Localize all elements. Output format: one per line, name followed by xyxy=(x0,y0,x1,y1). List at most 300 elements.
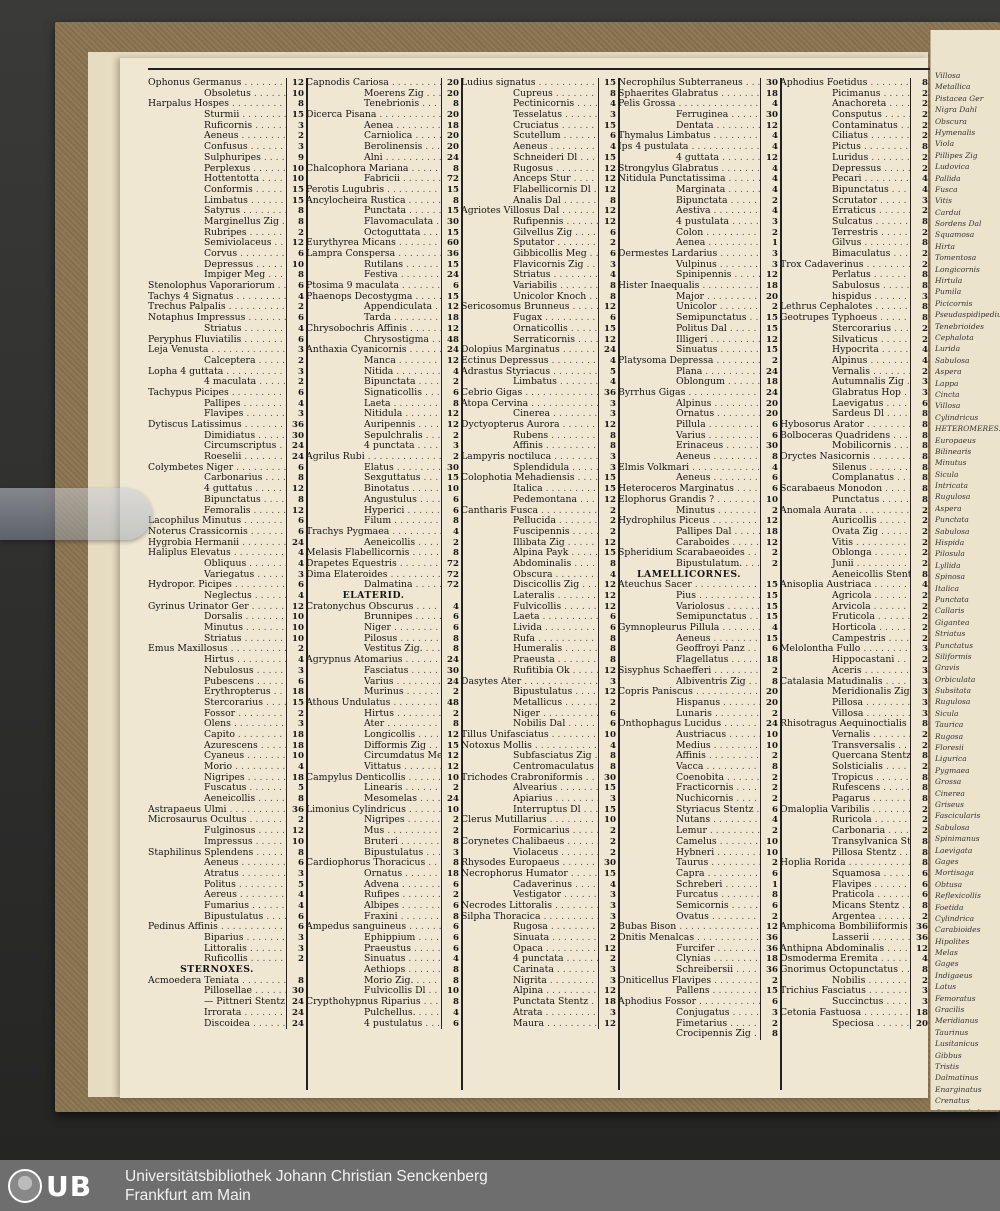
leader-dots: . . . . . . . xyxy=(556,163,595,174)
genus-name: Ips xyxy=(618,142,633,153)
species-epithet: 4 punctata xyxy=(364,441,415,452)
species-epithet: Limbatus xyxy=(513,377,557,388)
species-name xyxy=(618,548,760,559)
leader-dots: . . . . . . xyxy=(562,858,595,869)
table-row xyxy=(461,954,618,965)
table-row xyxy=(780,228,930,239)
table-row xyxy=(461,388,618,399)
table-row xyxy=(148,612,306,623)
price-cell: 4 xyxy=(286,324,306,335)
species-epithet: Illigeri xyxy=(676,334,708,345)
species-name xyxy=(780,270,910,281)
table-row xyxy=(618,78,780,89)
price-cell: 8 xyxy=(910,901,930,912)
price-cell: 6 xyxy=(760,473,780,484)
species-epithet: Fumarius xyxy=(204,900,249,911)
facing-page-line: Siliformis xyxy=(935,651,972,661)
species-epithet: Octopunctatus xyxy=(828,965,899,976)
table-row xyxy=(461,762,618,773)
table-row xyxy=(461,174,618,185)
price-cell: 18 xyxy=(760,89,780,100)
leader-dots: . . . . . xyxy=(412,548,439,559)
species-epithet: Fulvicollis Dl xyxy=(364,986,426,997)
species-name xyxy=(780,901,910,912)
species-name xyxy=(618,174,760,185)
species-epithet: Flavipes xyxy=(671,975,712,986)
leader-dots: . . . . . . . xyxy=(243,206,282,217)
leader-dots: . . . . . . xyxy=(405,409,438,420)
species-epithet: Pedemontana xyxy=(513,494,578,505)
species-name xyxy=(148,698,286,709)
price-cell: 8 xyxy=(910,302,930,313)
species-name xyxy=(780,1008,910,1019)
leader-dots: . . . . . xyxy=(258,355,286,366)
table-row xyxy=(618,954,780,965)
price-cell: 6 xyxy=(286,527,306,538)
species-name xyxy=(148,506,286,517)
price-cell: 6 xyxy=(441,880,461,891)
species-name xyxy=(306,826,441,837)
table-row xyxy=(461,912,618,923)
table-row xyxy=(306,473,461,484)
species-name xyxy=(618,302,760,313)
species-name xyxy=(780,142,910,153)
leader-dots: . . . . xyxy=(415,291,437,302)
genus-name: Colymbetes xyxy=(148,462,204,473)
species-epithet: Femoralis xyxy=(204,505,251,516)
table-row xyxy=(780,783,930,794)
table-row xyxy=(148,858,306,869)
species-epithet: Glabratus xyxy=(671,88,719,99)
table-row xyxy=(148,538,306,549)
price-cell: 4 xyxy=(441,1008,461,1019)
species-epithet: Livida xyxy=(513,623,542,634)
species-epithet: Nutans xyxy=(676,815,711,826)
species-name xyxy=(148,602,286,613)
species-epithet: Punctata Stentz xyxy=(513,997,589,1008)
species-name xyxy=(461,623,598,634)
table-row xyxy=(618,890,780,901)
species-epithet: Ater xyxy=(364,719,385,730)
species-epithet: Grandis ? xyxy=(669,494,715,505)
table-row xyxy=(780,677,930,688)
leader-dots: . . . . . . . xyxy=(396,708,436,719)
species-name xyxy=(780,431,910,442)
leader-dots: . . . . . . . . xyxy=(236,655,282,666)
table-row xyxy=(461,976,618,987)
table-row xyxy=(148,837,306,848)
leader-dots: . . . . . xyxy=(882,494,909,505)
table-row xyxy=(306,655,461,666)
price-cell: 2 xyxy=(598,933,618,944)
leader-dots: . xyxy=(756,804,760,815)
species-name xyxy=(618,473,760,484)
price-cell: 6 xyxy=(441,623,461,634)
species-epithet: Scrutator xyxy=(832,195,878,206)
table-row xyxy=(306,666,461,677)
leader-dots: . . . . . . xyxy=(408,965,441,976)
leader-dots: . . . . . . . . xyxy=(553,270,598,281)
table-row xyxy=(306,292,461,303)
table-row xyxy=(780,634,930,645)
table-row xyxy=(780,709,930,720)
species-epithet: Apiarius xyxy=(513,794,553,805)
leader-dots: . . . . . . . . . xyxy=(233,548,285,559)
species-epithet: Flagellatus xyxy=(676,655,729,666)
price-cell: 8 xyxy=(441,644,461,655)
genus-name: Sisyphus xyxy=(618,665,661,676)
species-name xyxy=(306,228,441,239)
price-cell: 3 xyxy=(910,644,930,655)
price-cell: 8 xyxy=(286,473,306,484)
genus-name: Anthipna xyxy=(780,943,823,954)
facing-page-line: Sordens Dal xyxy=(935,219,982,229)
species-name xyxy=(780,976,910,987)
species-name xyxy=(780,538,910,549)
facing-page-line: Rugulosa xyxy=(935,697,971,707)
table-row xyxy=(618,313,780,324)
leader-dots: . . . . xyxy=(419,494,441,505)
facing-page-line: Pseudaspidipedius xyxy=(935,310,1000,320)
species-name xyxy=(780,495,910,506)
price-cell: 2 xyxy=(286,709,306,720)
species-epithet: Ruficornis xyxy=(204,120,253,131)
species-epithet: Nitidula xyxy=(364,409,403,420)
genus-name: Colophotia xyxy=(461,473,513,484)
table-row xyxy=(306,99,461,110)
price-cell: 12 xyxy=(598,495,618,506)
leader-dots: . . . xyxy=(893,430,908,441)
table-row xyxy=(618,858,780,869)
species-name xyxy=(148,249,286,260)
species-name xyxy=(148,623,286,634)
species-epithet: Hispanus xyxy=(676,697,721,708)
leader-dots: . . . . xyxy=(736,965,757,976)
species-name xyxy=(618,751,760,762)
leader-dots: . . . . . xyxy=(879,623,906,634)
price-cell: 4 xyxy=(598,741,618,752)
table-row xyxy=(148,441,306,452)
species-name xyxy=(618,110,760,121)
species-epithet: Rugosa xyxy=(513,922,548,933)
species-epithet: Varius xyxy=(364,676,394,687)
species-epithet: Aurata xyxy=(824,505,857,516)
species-name xyxy=(618,741,760,752)
price-cell: 2 xyxy=(910,548,930,559)
price-cell: 15 xyxy=(760,345,780,356)
species-epithet: Satyrus xyxy=(204,206,241,217)
leader-dots: . . . . . . . xyxy=(247,772,286,783)
species-name xyxy=(306,99,441,110)
species-name xyxy=(461,452,598,463)
leader-dots: . . . . . . . xyxy=(868,986,908,997)
price-cell: 8 xyxy=(598,762,618,773)
genus-name: Hydrophilus xyxy=(618,516,676,527)
species-name xyxy=(148,260,286,271)
table-row xyxy=(306,196,461,207)
price-cell: 3 xyxy=(441,848,461,859)
leader-dots: . . . . . . . xyxy=(244,334,283,345)
price-cell: 15 xyxy=(760,591,780,602)
table-row xyxy=(461,249,618,260)
price-cell: 2 xyxy=(441,783,461,794)
table-row xyxy=(618,538,780,549)
price-cell: 6 xyxy=(598,131,618,142)
price-cell-empty xyxy=(760,570,780,581)
species-name xyxy=(780,335,910,346)
price-cell: 4 xyxy=(286,292,306,303)
price-cell: 9 xyxy=(286,153,306,164)
price-cell: 2 xyxy=(910,730,930,741)
species-epithet: Equestris xyxy=(351,558,397,569)
species-name xyxy=(306,164,441,175)
species-epithet: Mollis xyxy=(503,740,532,751)
table-row xyxy=(461,292,618,303)
facing-page-line: Ludovica xyxy=(935,162,970,172)
species-name xyxy=(306,335,441,346)
leader-dots: . . . . . xyxy=(568,719,595,730)
species-epithet: Niger xyxy=(364,623,392,634)
table-row xyxy=(461,548,618,559)
price-cell: 4 xyxy=(910,345,930,356)
genus-name: Sericosomus xyxy=(461,302,522,313)
price-cell: 2 xyxy=(441,890,461,901)
species-epithet: Rufescens xyxy=(832,783,881,794)
price-cell: 3 xyxy=(286,367,306,378)
leader-dots: . . . . . . xyxy=(565,697,598,708)
table-row xyxy=(618,292,780,303)
table-row xyxy=(306,751,461,762)
species-name xyxy=(780,858,910,869)
species-epithet: Capra xyxy=(676,868,705,879)
leader-dots: . . . . . . . . . xyxy=(708,430,759,441)
facing-page-line: Taurinus xyxy=(935,1027,969,1037)
species-epithet: Tropicus xyxy=(832,772,874,783)
table-row xyxy=(306,612,461,623)
table-row xyxy=(618,473,780,484)
leader-dots: . . . . xyxy=(886,409,908,420)
table-row xyxy=(148,164,306,175)
species-name xyxy=(148,399,286,410)
species-epithet: Austriacus xyxy=(676,729,727,740)
species-name xyxy=(148,922,286,933)
facing-page-line: Sabulosa xyxy=(935,526,970,536)
leader-dots: . . . . xyxy=(884,110,906,121)
price-cell: 24 xyxy=(286,452,306,463)
leader-dots: . . . . . . xyxy=(875,302,908,313)
table-row xyxy=(780,912,930,923)
facing-page-line: Fusca xyxy=(935,184,958,194)
leader-dots: . . . . . . . . . xyxy=(387,184,438,195)
leader-dots: . . . . . . xyxy=(725,879,758,890)
species-epithet: Ocultus xyxy=(210,815,247,826)
price-cell: 2 xyxy=(910,324,930,335)
table-row xyxy=(461,89,618,100)
price-cell: 8 xyxy=(910,452,930,463)
species-epithet: Cruciatus xyxy=(513,120,559,131)
table-row xyxy=(461,153,618,164)
species-name xyxy=(780,367,910,378)
facing-page-line: Lyllida xyxy=(935,560,961,570)
species-epithet: Obliquus xyxy=(204,558,247,569)
genus-name: Bolboceras xyxy=(780,430,833,441)
species-name xyxy=(148,463,286,474)
species-epithet: Fossor xyxy=(664,997,697,1008)
facing-page-line: Orbiculata xyxy=(935,674,976,684)
table-row xyxy=(461,420,618,431)
species-name xyxy=(306,741,441,752)
table-row xyxy=(148,976,306,987)
price-cell: 2 xyxy=(910,623,930,634)
species-name xyxy=(148,1019,286,1030)
leader-dots: . . . . . . xyxy=(873,794,906,805)
price-cell: 12 xyxy=(598,666,618,677)
species-name xyxy=(148,164,286,175)
page-holder-clip xyxy=(0,488,152,540)
genus-name: Bubas xyxy=(618,922,648,933)
price-cell: 6 xyxy=(910,890,930,901)
price-cell: 15 xyxy=(286,185,306,196)
price-cell: 2 xyxy=(598,848,618,859)
species-name xyxy=(148,345,286,356)
price-cell: 8 xyxy=(910,313,930,324)
leader-dots: . . xyxy=(428,986,438,997)
species-epithet: Campestris xyxy=(832,633,886,644)
table-row xyxy=(461,805,618,816)
price-cell: 3 xyxy=(598,901,618,912)
species-name xyxy=(618,730,760,741)
species-name xyxy=(618,1029,760,1040)
species-name xyxy=(780,302,910,313)
species-name xyxy=(618,602,760,613)
genus-name: Ampedus xyxy=(306,922,350,933)
species-name xyxy=(618,217,760,228)
species-name xyxy=(306,516,441,527)
price-cell: 2 xyxy=(760,912,780,923)
species-epithet: Monodon xyxy=(837,484,883,495)
species-epithet: Glabratus xyxy=(672,163,719,174)
species-epithet: Agricola xyxy=(832,591,872,601)
species-epithet: Pallipes xyxy=(204,398,241,409)
price-cell: 8 xyxy=(910,858,930,869)
table-row xyxy=(461,356,618,367)
species-name xyxy=(780,570,910,581)
species-epithet: Spinipennis xyxy=(676,270,732,281)
species-name xyxy=(780,548,910,559)
table-row xyxy=(148,431,306,442)
species-name xyxy=(148,901,286,912)
price-cell: 10 xyxy=(760,837,780,848)
species-name xyxy=(618,409,760,420)
species-name xyxy=(618,687,760,698)
table-row xyxy=(148,709,306,720)
species-name xyxy=(618,356,760,367)
species-name xyxy=(618,1008,760,1019)
species-epithet: Vestitus Zig. xyxy=(364,644,423,655)
species-epithet: Flabellicornis Dl xyxy=(513,184,591,195)
leader-dots: . . . xyxy=(265,697,281,708)
species-name xyxy=(780,986,910,997)
genus-name: Dicerca xyxy=(306,110,343,121)
price-cell: 3 xyxy=(286,121,306,132)
species-name xyxy=(780,131,910,142)
species-epithet: Contaminatus xyxy=(832,120,898,131)
facing-page-line: Rugosa xyxy=(935,731,964,741)
species-epithet: Piceus xyxy=(678,516,710,527)
species-name xyxy=(461,954,598,965)
price-cell: 72 xyxy=(441,570,461,581)
leader-dots: . . . . . . xyxy=(250,526,284,537)
leader-dots: . . . . . . . xyxy=(720,345,759,356)
leader-dots: . . . . . xyxy=(253,88,281,99)
species-name xyxy=(780,623,910,634)
species-epithet: Aereus xyxy=(204,890,237,901)
species-name xyxy=(780,837,910,848)
price-cell: 2 xyxy=(760,228,780,239)
leader-dots: . . . . . . . . . . . xyxy=(697,933,760,943)
price-cell: 3 xyxy=(598,399,618,410)
price-cell: 2 xyxy=(760,709,780,720)
price-cell: 4 xyxy=(441,527,461,538)
genus-name: Anthaxia xyxy=(306,345,348,356)
price-cell: 2 xyxy=(441,452,461,463)
leader-dots: . . . . . . . xyxy=(555,794,594,805)
species-name xyxy=(618,131,760,142)
species-epithet: Sulcatus xyxy=(832,216,873,227)
table-row xyxy=(306,506,461,517)
table-row xyxy=(148,484,306,495)
species-name xyxy=(148,954,286,965)
species-name xyxy=(461,1019,598,1030)
species-name xyxy=(618,281,760,292)
price-cell: 20 xyxy=(760,698,780,709)
species-name xyxy=(306,302,441,313)
price-cell: 12 xyxy=(598,217,618,228)
table-row xyxy=(306,815,461,826)
table-row xyxy=(618,506,780,517)
species-name xyxy=(780,922,910,933)
table-row xyxy=(461,858,618,869)
leader-dots: . . . . . xyxy=(256,259,283,270)
table-row xyxy=(780,174,930,185)
leader-dots: . . . xyxy=(579,494,595,505)
species-name xyxy=(780,698,910,709)
species-name xyxy=(306,238,441,249)
species-epithet: Azurescens xyxy=(204,740,258,751)
species-name xyxy=(780,1019,910,1030)
table-row xyxy=(780,944,930,955)
species-epithet: 4 maculata xyxy=(204,377,257,388)
table-row xyxy=(461,302,618,313)
price-cell: 30 xyxy=(598,858,618,869)
table-row xyxy=(148,559,306,570)
species-epithet: Gilvellus Zig xyxy=(513,227,573,238)
species-name xyxy=(461,131,598,142)
species-name xyxy=(618,890,760,901)
price-cell: 20 xyxy=(441,131,461,142)
price-cell: 12 xyxy=(598,580,618,591)
table-row xyxy=(461,783,618,794)
species-epithet: Scarabaeoides xyxy=(675,548,745,559)
genus-name: Notoxus xyxy=(461,740,501,751)
species-name xyxy=(780,634,910,645)
price-cell: 36 xyxy=(598,388,618,399)
price-cell: 2 xyxy=(910,121,930,132)
species-name xyxy=(618,153,760,164)
species-epithet: Cinerea xyxy=(513,409,551,420)
price-cell: 10 xyxy=(286,623,306,634)
leader-dots: . . . . . . . xyxy=(400,836,440,847)
